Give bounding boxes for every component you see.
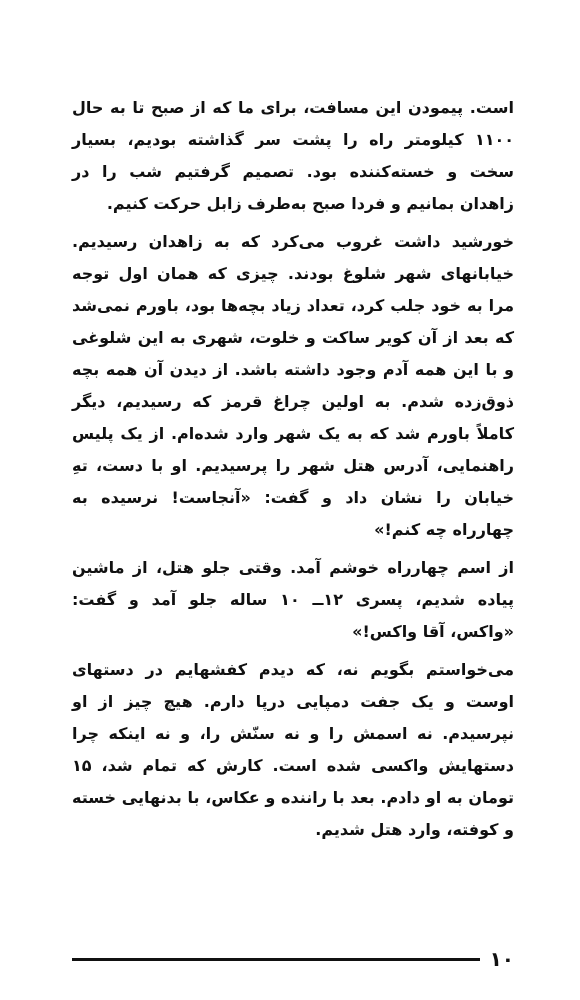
body-text [72,92,514,852]
page-footer [72,944,514,974]
page-number: ۱۰ [489,947,514,971]
paragraph-2: خورشید داشت غروب می‌کرد که به زاهدان رسیدیم. خیابانهای شهر شلوغ بودند. چیزی که همان اول توجه مرا به خود جلب کرد، تعداد زیاد بچه‌ها بود، باورم نمی‌شد که بعد از آن کویر ساکت و خلوت، شهری به این شلوغی و با این همه آدم وجود داشته باشد. از دیدن آن همه بچه ذوق‌زده شدم. به اولین چراغ قرمز که رسیدیم، دیگر کاملاً باورم شد که به یک شهر وارد شده‌ام. از یک پلیس راهنمایی، آدرس هتل شهر را پرسیدیم. او با دست، تهِ خیابان را نشان داد و گفت: «آنجاست! نرسیده به چهارراه چه کنم!» [72,232,514,539]
footer-rule [72,958,480,961]
paragraph-3: از اسم چهارراه خوشم آمد. وقتی جلو هتل، از ماشین پیاده شدیم، پسری ۱۲ــ ۱۰ ساله جلو آمد و گفت: «واکس، آقا واکس!» [72,558,514,641]
paragraph-1: است. پیمودن این مسافت، برای ما که از صبح تا به حال ۱۱۰۰ کیلومتر راه را پشت سر گذاشته بودیم، بسیار سخت و خسته‌کننده بود. تصمیم گرفتیم شب را در زاهدان بمانیم و فردا صبح به‌طرف زابل حرکت کنیم. [72,98,514,213]
paragraph-4: می‌خواستم بگویم نه، که دیدم کفشهایم در دستهای اوست و یک جفت دمپایی درپا دارم. هیچ چیز از او نپرسیدم. نه اسمش را و نه سنّش را، و نه اینکه چرا دستهایش واکسی شده است. کارش که تمام شد، ۱۵ تومان به او دادم. بعد با راننده و عکاس، با بدنهایی خسته و کوفته، وارد هتل شدیم. [72,660,514,839]
